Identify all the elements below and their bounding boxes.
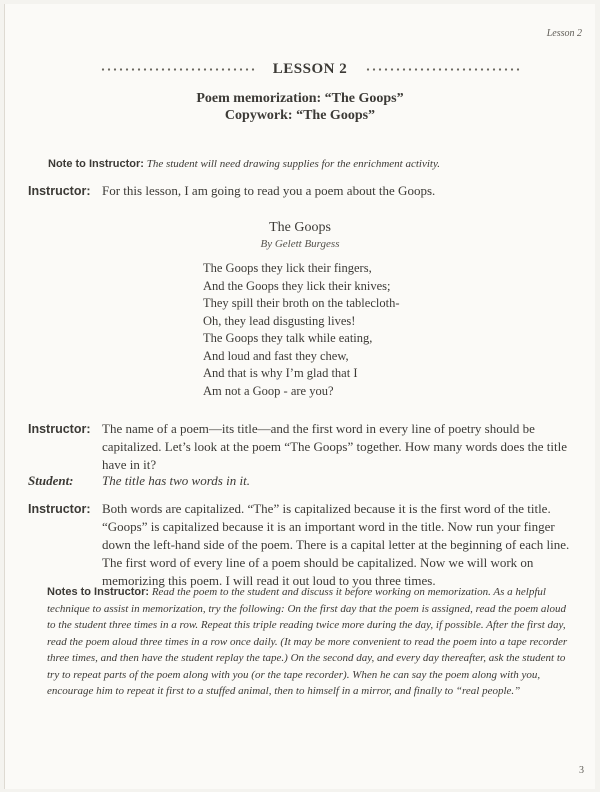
poem-line: And that is why I’m glad that I xyxy=(203,366,358,380)
note-label: Note to Instructor: xyxy=(48,158,144,170)
speaker-label: Instructor: xyxy=(28,502,91,516)
dialogue-line xyxy=(28,420,588,474)
speaker-label: Instructor: xyxy=(28,184,91,198)
poem-line: The Goops they talk while eating, xyxy=(203,331,373,345)
speech-text: For this lesson, I am going to read you a poem about the Goops. xyxy=(102,183,436,198)
lesson-banner xyxy=(100,60,520,78)
dialogue-line xyxy=(28,500,588,590)
poem-title: The Goops xyxy=(269,220,331,235)
speech-text: The title has two words in it. xyxy=(102,473,250,488)
subtitle-poem-memorization: Poem memorization: “The Goops” xyxy=(196,91,404,106)
dialogue-line xyxy=(28,472,588,490)
note-text: The student will need drawing supplies for the enrichment activity. xyxy=(146,158,441,170)
poem-line: And loud and fast they chew, xyxy=(203,348,349,363)
dotted-rule-left xyxy=(100,68,255,71)
notes-text: Read the poem to the student and discuss it before working on memorization. As a helpful technique to assist in memorization, try the following: On the first day that the poem is assigned, read the poem aloud to the student three times in a row. Repeat this triple reading twice more during the day, if possible. After the first day, read the poem aloud three times in a row once daily. (It may be more convenient to read the poem into a tape recorder three times, and then have the student replay the tape.) On the second day, and every day thereafter, ask the student to try to repeat parts of the poem along with you (or the tape recorder). When he can say the poem along with you, encourage him to repeat it first to a stuffed animal, then to himself in a mirror, and finally to “real people.” xyxy=(47,586,568,697)
poem-line: Am not a Goop - are you? xyxy=(203,383,334,398)
poem-line: They spill their broth on the tablecloth- xyxy=(203,296,400,310)
speaker-label: Student: xyxy=(28,473,74,488)
notes-label: Notes to Instructor: xyxy=(47,586,150,598)
subtitle-copywork: Copywork: “The Goops” xyxy=(224,108,376,123)
page-number: 3 xyxy=(579,765,584,776)
speech-text: Both words are capitalized. “The” is capitalized because it is the first word of the title. “Goops” is capitalized because it is an important word in the title. Now run your finger down the left-hand side of the poem. There is a capital letter at the beginning of each line. The first word of every line of a poem should be capitalized. Now we will work on memorizing this poem. I will read it out loud to you three times. xyxy=(102,501,570,588)
lesson-subtitles xyxy=(0,90,600,124)
poem-author: By Gelett Burgess xyxy=(260,238,340,250)
poem-line: The Goops they lick their fingers, xyxy=(203,261,372,275)
poem-line: Oh, they lead disgusting lives! xyxy=(203,313,356,328)
poem-line: And the Goops they lick their knives; xyxy=(203,278,391,293)
dotted-rule-right xyxy=(365,68,520,71)
speech-text: The name of a poem—its title—and the first word in every line of poetry should be capitalized. Let’s look at the poem “The Goops” together. How many words does the title have in it? xyxy=(102,421,567,472)
lesson-title: LESSON 2 xyxy=(272,60,348,77)
speaker-label: Instructor: xyxy=(28,422,91,436)
poem-body xyxy=(203,260,399,400)
dialogue-line xyxy=(28,182,588,200)
notes-to-instructor xyxy=(47,584,570,700)
running-header: Lesson 2 xyxy=(546,28,582,39)
note-to-instructor xyxy=(48,158,588,170)
